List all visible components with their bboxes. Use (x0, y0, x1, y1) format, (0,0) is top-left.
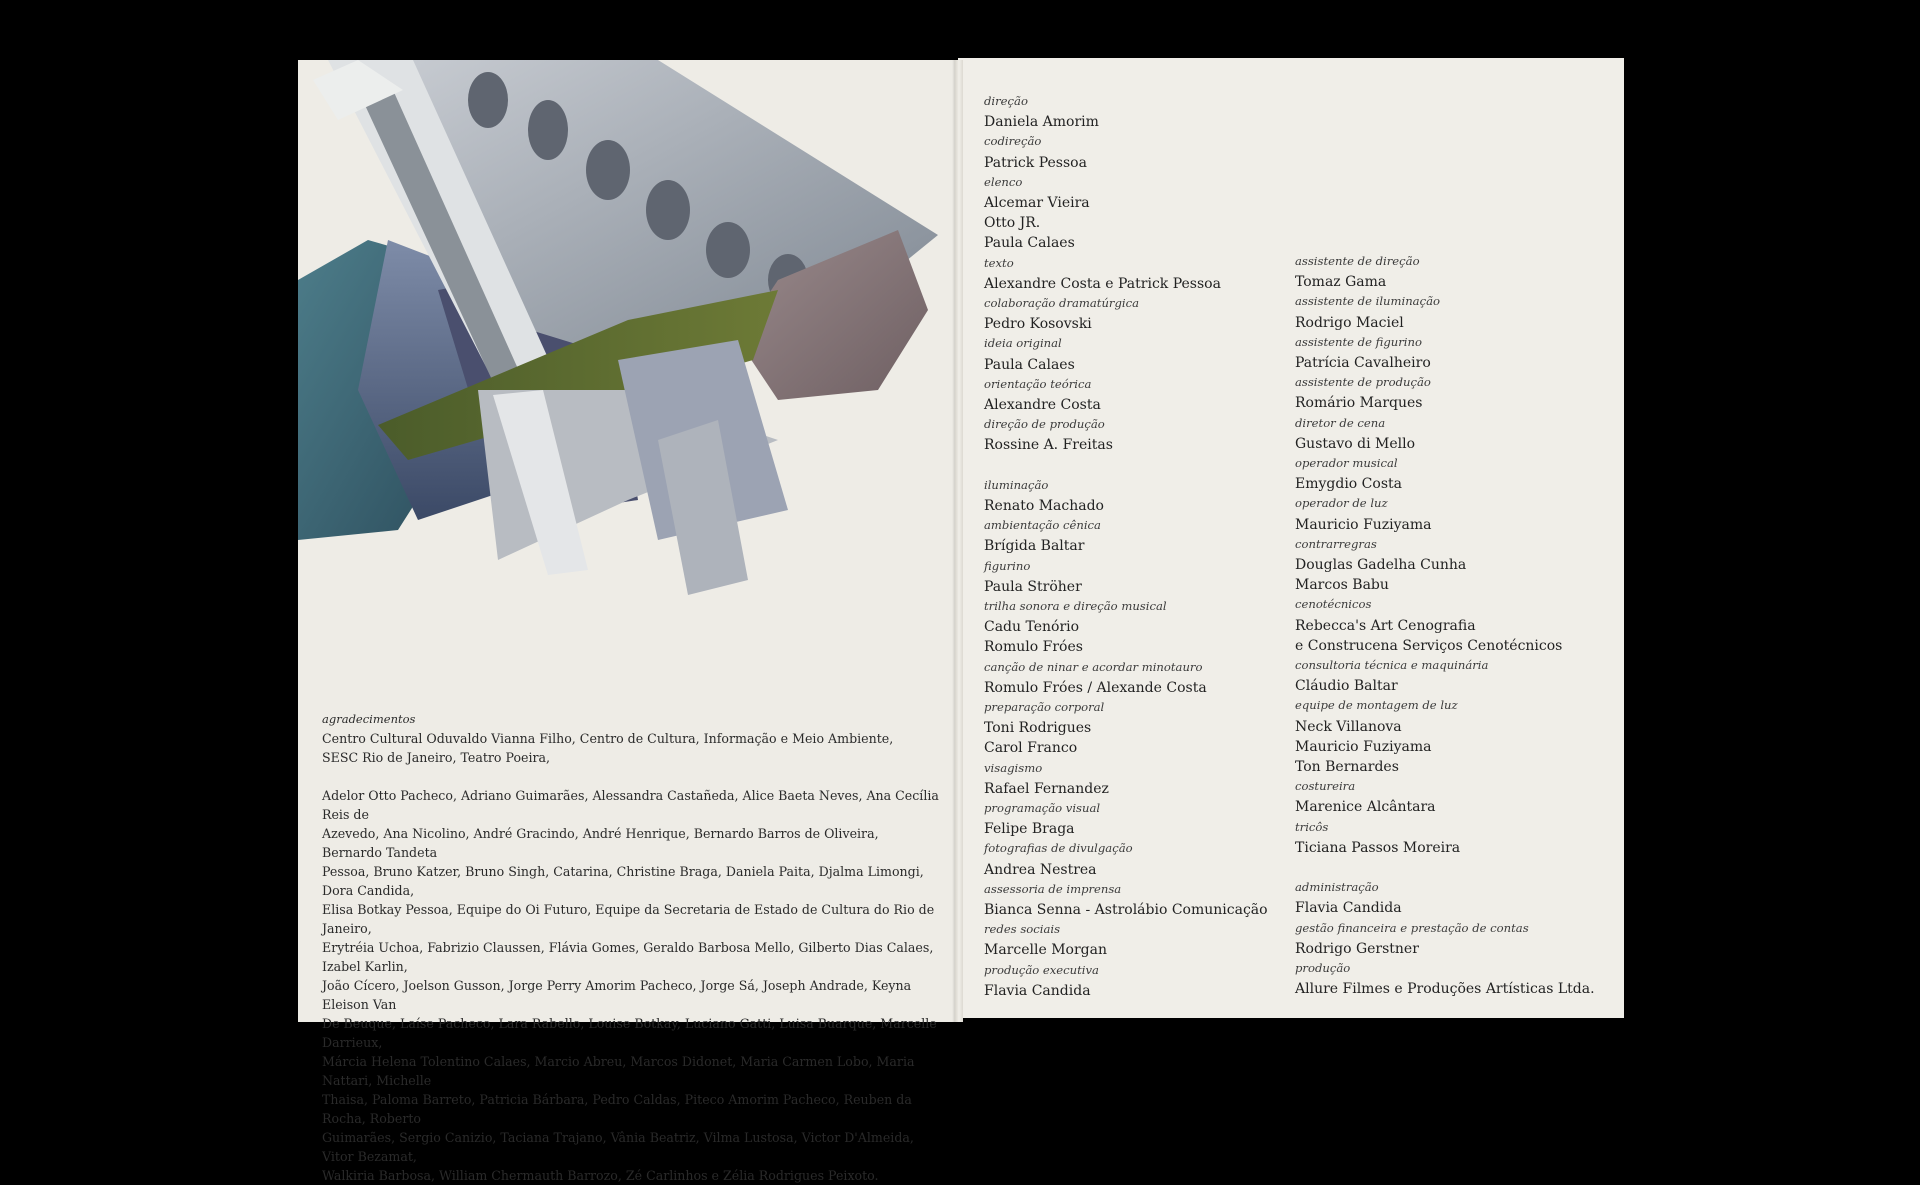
credit-role: equipe de montagem de luz (1295, 698, 1458, 713)
credit-name: Rebecca's Art Cenografia (1295, 617, 1476, 634)
credit-name: Toni Rodrigues (984, 720, 1092, 737)
credit-name: Ticiana Passos Moreira (1295, 839, 1461, 856)
credit-role: iluminação (984, 477, 1049, 492)
credit-name: Tomaz Gama (1295, 274, 1387, 291)
credit-name: Paula Ströher (984, 578, 1082, 595)
credit-role: assistente de figurino (1295, 334, 1422, 349)
credit-name: Romário Marques (1295, 395, 1423, 412)
acknowledgements (322, 710, 942, 1185)
credit-role: ideia original (984, 336, 1062, 351)
credit-role: ambientação cênica (984, 518, 1101, 533)
credit-name: Renato Machado (984, 498, 1104, 514)
credit-role: elenco (984, 174, 1023, 189)
acknowledgement-line: Elisa Botkay Pessoa, Equipe do Oi Futuro, Equipe da Secretaria de Estado de Cultura do Rio de Janeiro, (322, 902, 935, 936)
credit-name: Carol Franco (984, 740, 1078, 757)
credit-name: Alexandre Costa (984, 397, 1101, 413)
acknowledgements-institutions: SESC Rio de Janeiro, Teatro Poeira, (322, 750, 551, 765)
credit-role: colaboração dramatúrgica (984, 296, 1140, 310)
acknowledgement-line: Adelor Otto Pacheco, Adriano Guimarães, Alessandra Castañeda, Alice Baeta Neves, Ana Cecília Reis de (322, 788, 939, 822)
credit-role: assessoria de imprensa (984, 881, 1122, 896)
credit-role: diretor de cena (1295, 415, 1386, 430)
credit-role: administração (1295, 880, 1379, 895)
credit-name: Otto JR. (984, 215, 1041, 232)
credit-role: visagismo (984, 760, 1043, 775)
credit-name: Rodrigo Gerstner (1295, 940, 1419, 957)
credit-name: Bianca Senna - Astrolábio Comunicação (984, 902, 1268, 918)
credit-role: canção de ninar e acordar minotauro (984, 659, 1203, 674)
credit-name: Alcemar Vieira (984, 195, 1090, 211)
credit-name: Douglas Gadelha Cunha (1295, 557, 1467, 573)
credit-name: Ton Bernardes (1295, 759, 1399, 775)
acknowledgement-line: Erytréia Uchoa, Fabrizio Claussen, Flávia Gomes, Geraldo Barbosa Mello, Gilberto Dias Calaes, Izabel Karlin, (322, 940, 934, 974)
credit-role: figurino (984, 558, 1031, 573)
credit-role: cenotécnicos (1295, 597, 1372, 612)
credit-role: preparação corporal (984, 700, 1105, 714)
credit-name: Allure Filmes e Produções Artísticas Ltda. (1295, 981, 1595, 998)
credit-role: gestão financeira e prestação de contas (1295, 920, 1529, 935)
credit-name: Rodrigo Maciel (1295, 314, 1404, 331)
credit-name: Cláudio Baltar (1295, 678, 1398, 695)
credit-name: Marcelle Morgan (984, 942, 1107, 959)
credit-role: trilha sonora e direção musical (984, 599, 1167, 613)
acknowledgements-people (322, 786, 942, 1185)
credit-name: Cadu Tenório (984, 619, 1080, 636)
credit-role: codireção (984, 134, 1042, 149)
credit-name: Marenice Alcântara (1295, 799, 1436, 816)
credit-name: Mauricio Fuziyama (1295, 516, 1432, 533)
acknowledgement-line: Thaisa, Paloma Barreto, Patricia Bárbara, Pedro Caldas, Piteco Amorim Pacheco, Reuben da Rocha, Roberto (322, 1092, 912, 1126)
credit-name: Paula Calaes (984, 356, 1075, 373)
credit-role: texto (984, 255, 1014, 270)
credit-role: produção (1295, 961, 1351, 975)
credit-name: Emygdio Costa (1295, 476, 1402, 493)
acknowledgement-line: Walkiria Barbosa, William Chermauth Barrozo, Zé Carlinhos e Zélia Rodrigues Peixoto. (322, 1168, 879, 1183)
credit-role: produção executiva (984, 962, 1099, 977)
credit-name: Marcos Babu (1295, 577, 1389, 594)
credit-role: tricôs (1295, 819, 1329, 834)
credit-name: Rafael Fernandez (984, 780, 1109, 797)
acknowledgements-heading: agradecimentos (322, 712, 416, 726)
credit-name: Romulo Fróes (984, 639, 1083, 656)
credit-name: e Construcena Serviços Cenotécnicos (1295, 637, 1563, 654)
credit-name: Alexandre Costa e Patrick Pessoa (984, 275, 1221, 292)
credit-name: Daniela Amorim (984, 114, 1099, 131)
acknowledgement-line: Pessoa, Bruno Katzer, Bruno Singh, Catarina, Christine Braga, Daniela Paita, Djalma Limongi, Dora Candida, (322, 864, 924, 898)
acknowledgement-line: De Beuque, Laíse Pacheco, Lara Rabello, Louise Botkay, Luciano Gatti, Luisa Buarque, Marcelle Darrieux, (322, 1016, 937, 1050)
acknowledgement-line: Guimarães, Sergio Canizio, Taciana Trajano, Vânia Beatriz, Vilma Lustosa, Victor D'Almeida, Vitor Bezamat, (322, 1130, 914, 1164)
credit-role: programação visual (984, 801, 1101, 815)
credit-role: direção de produção (984, 417, 1105, 432)
credit-role: assistente de direção (1295, 254, 1420, 268)
credit-name: Patrick Pessoa (984, 154, 1087, 171)
credit-name: Felipe Braga (984, 821, 1075, 838)
credit-role: operador de luz (1295, 496, 1388, 511)
credit-role: assistente de iluminação (1295, 294, 1440, 309)
credit-name: Paula Calaes (984, 235, 1075, 252)
architectural-collage-image (298, 60, 958, 620)
credit-name: Romulo Fróes / Alexande Costa (984, 679, 1207, 696)
acknowledgement-line: João Cícero, Joelson Gusson, Jorge Perry Amorim Pacheco, Jorge Sá, Joseph Andrade, Keyna Eleison Van (322, 978, 912, 1012)
credit-role: contrarregras (1295, 536, 1377, 551)
credit-role: orientação teórica (984, 376, 1092, 391)
acknowledgement-line: Márcia Helena Tolentino Calaes, Marcio Abreu, Marcos Didonet, Maria Carmen Lobo, Maria Nattari, Michelle (322, 1054, 915, 1088)
credit-name: Flavia Candida (984, 982, 1091, 999)
credit-name: Gustavo di Mello (1295, 435, 1416, 452)
credit-name: Brígida Baltar (984, 538, 1085, 555)
credit-name: Rossine A. Freitas (984, 437, 1113, 454)
credit-name: Mauricio Fuziyama (1295, 738, 1432, 755)
credit-role: consultoria técnica e maquinária (1295, 658, 1489, 672)
credit-name: Pedro Kosovski (984, 316, 1092, 333)
credit-role: fotografias de divulgação (984, 841, 1133, 856)
acknowledgements-institutions: Centro Cultural Oduvaldo Vianna Filho, Centro de Cultura, Informação e Meio Ambiente, (322, 731, 894, 746)
credit-role: operador musical (1295, 456, 1398, 470)
acknowledgement-line: Azevedo, Ana Nicolino, André Gracindo, André Henrique, Bernardo Barros de Oliveira, Bernardo Tandeta (322, 826, 879, 860)
credit-name: Neck Villanova (1295, 718, 1402, 735)
credit-role: assistente de produção (1295, 375, 1431, 390)
credit-name: Andrea Nestrea (984, 861, 1097, 878)
credit-role: direção (984, 94, 1028, 108)
credit-role: costureira (1295, 779, 1356, 794)
credit-role: redes sociais (984, 922, 1061, 937)
credit-name: Flavia Candida (1295, 900, 1402, 917)
credit-name: Patrícia Cavalheiro (1295, 355, 1431, 371)
